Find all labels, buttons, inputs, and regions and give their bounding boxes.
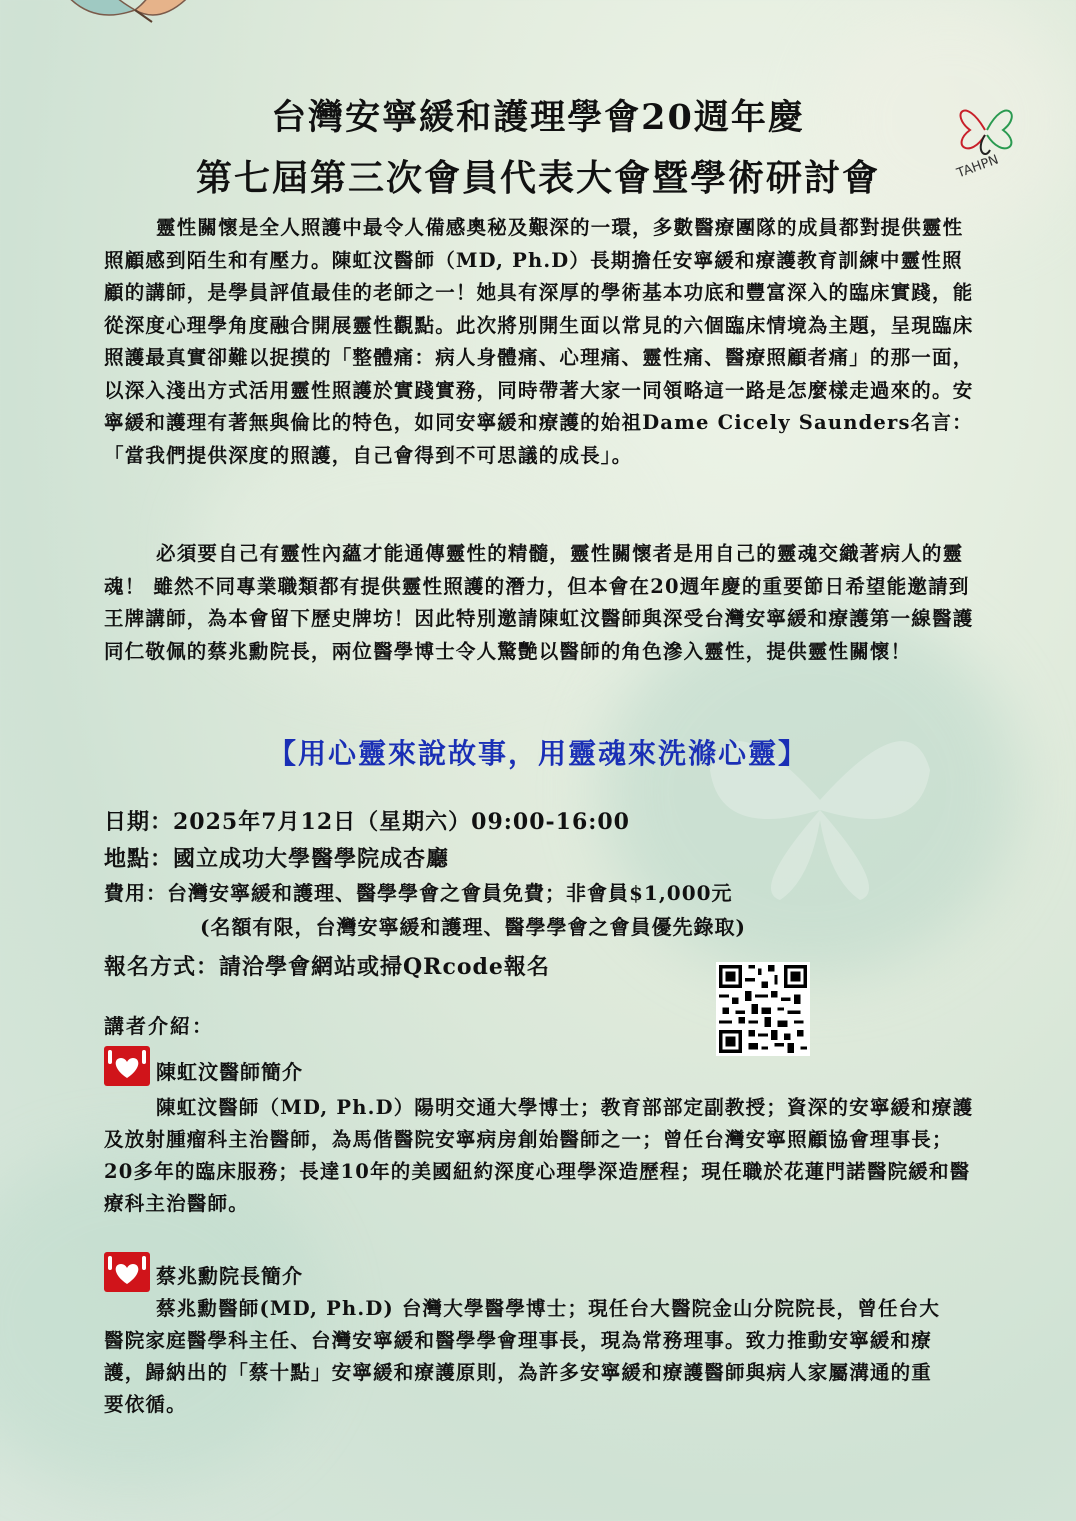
page-title-line1: 台灣安寧緩和護理學會20週年慶 [271, 97, 805, 138]
svg-text:TAHPN: TAHPN [954, 152, 1001, 182]
event-registration: 報名方式：請洽學會網站或掃QRcode報名 [104, 954, 550, 980]
speaker2-name: 蔡兆勳院長簡介 [156, 1264, 303, 1288]
tahpn-logo [945, 90, 1025, 190]
event-fee: 費用：台灣安寧緩和護理、醫學學會之會員免費；非會員$1,000元 [104, 881, 733, 905]
registration-qr-code[interactable] [716, 962, 810, 1056]
butterfly-decoration-icon [40, 0, 240, 40]
event-fee-note: (名額有限，台灣安寧緩和護理、醫學學會之會員優先錄取) [200, 915, 746, 939]
speaker1-name: 陳虹汶醫師簡介 [156, 1060, 303, 1084]
slogan: 【用心靈來說故事，用靈魂來洗滌心靈】 [267, 737, 808, 770]
intro-paragraph-2: 必須要自己有靈性內蘊才能通傳靈性的精髓，靈性關懷者是用自己的靈魂交織著病人的靈魂！ 雖然不同專業職類都有提供靈性照護的潛力，但本會在20週年慶的重要節日希望能邀請到王牌講師，為本會留下歷史牌坊！因此特別邀請陳虹汶醫師與深受台灣安寧緩和療護第一線醫護同仁敬佩的蔡兆勳院長，兩位醫學博士令人驚艷以醫師的角色滲入靈性，提供靈性關懷！ [104, 542, 974, 663]
speaker1-bio: 陳虹汶醫師（MD, Ph.D）陽明交通大學博士；教育部部定副教授；資深的安寧緩和療護及放射腫瘤科主治醫師，為馬偕醫院安寧病房創始醫師之一；曾任台灣安寧照顧協會理事長；20多年的臨床服務；長達10年的美國紐約深度心理學深造歷程；現任職於花蓮門諾醫院緩和醫療科主治醫師。 [104, 1096, 974, 1215]
speakers-heading: 講者介紹： [104, 1014, 214, 1038]
event-place: 地點：國立成功大學醫學院成杏廳 [104, 846, 450, 872]
hands-heart-icon [104, 1252, 150, 1292]
event-date: 日期：2025年7月12日（星期六）09:00-16:00 [104, 809, 630, 835]
speaker2-bio: 蔡兆勳醫師(MD, Ph.D) 台灣大學醫學博士；現任台大醫院金山分院院長，曾任台大醫院家庭醫學科主任、台灣安寧緩和醫學學會理事長，現為常務理事。致力推動安寧緩和療護，歸納出的「蔡十點」安寧緩和療護原則，為許多安寧緩和療護醫師與病人家屬溝通的重要依循。 [104, 1297, 941, 1416]
page-title-line2: 第七屆第三次會員代表大會暨學術研討會 [195, 157, 880, 199]
intro-paragraph-1: 靈性關懷是全人照護中最令人備感奧秘及艱深的一環，多數醫療團隊的成員都對提供靈性照顧感到陌生和有壓力。陳虹汶醫師（MD, Ph.D）長期擔任安寧緩和療護教育訓練中靈性照顧的講師，是學員評值最佳的老師之一！她具有深厚的學術基本功底和豐富深入的臨床實踐，能從深度心理學角度融合開展靈性觀點。此次將別開生面以常見的六個臨床情境為主題，呈現臨床照護最真實卻難以捉摸的「整體痛：病人身體痛、心理痛、靈性痛、醫療照顧者痛」的那一面，以深入淺出方式活用靈性照護於實踐實務，同時帶著大家一同領略這一路是怎麼樣走過來的。安寧緩和護理有著無與倫比的特色，如同安寧緩和療護的始祖Dame Cicely Saunders名言：「當我們提供深度的照護，自己會得到不可思議的成長」。 [104, 216, 974, 467]
hands-heart-icon [104, 1046, 150, 1086]
